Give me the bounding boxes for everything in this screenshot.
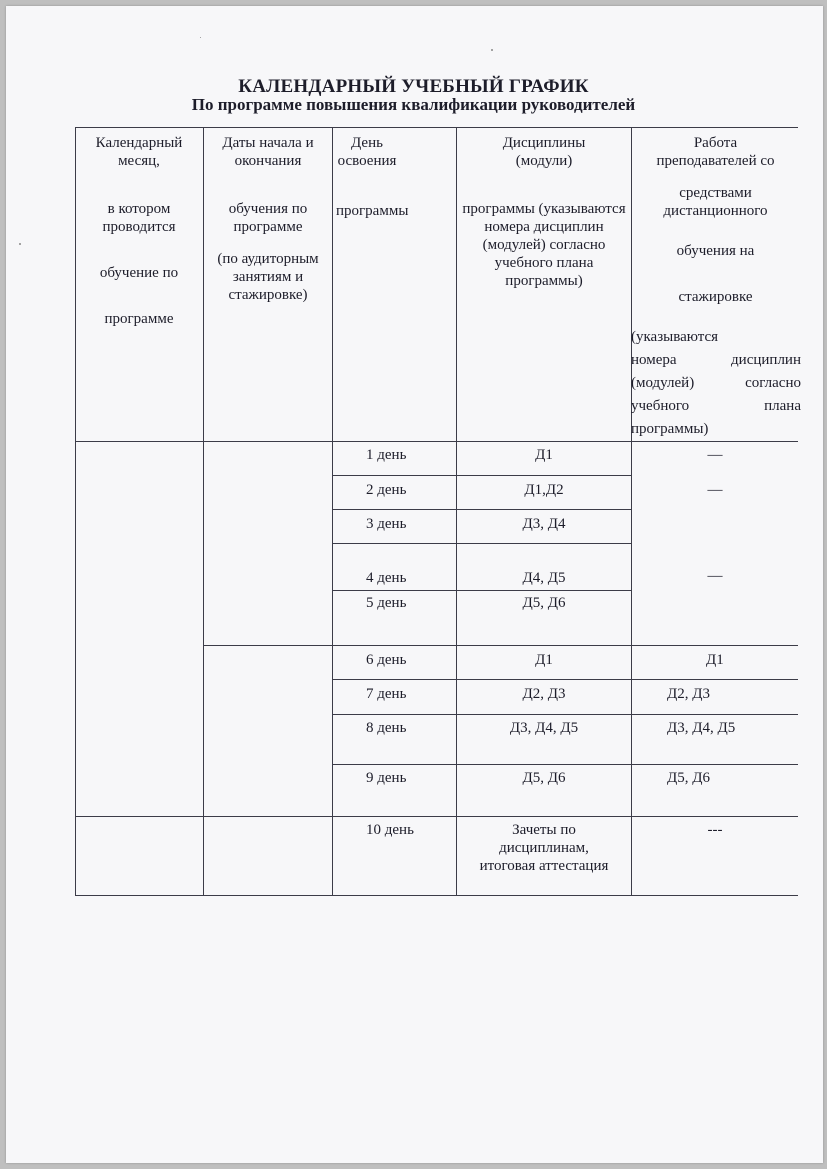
header-month-line: программе (104, 311, 174, 327)
header-remote-line: учебного плана (631, 398, 801, 414)
table-row-day: 9 день (366, 770, 407, 786)
table-row-remote: Д3, Д4, Д5 (667, 720, 736, 736)
header-remote-line: обучения на (676, 243, 755, 259)
table-row-day: 1 день (366, 447, 407, 463)
row-divider (332, 543, 631, 544)
table-row-remote: — (707, 568, 723, 584)
table-row-disciplines: Д5, Д6 (522, 770, 566, 786)
table-row-day: 3 день (366, 516, 407, 532)
table-row-remote: --- (707, 822, 723, 838)
table-row-remote: Д5, Д6 (667, 770, 710, 786)
table-row-disciplines: Д4, Д5 (522, 570, 566, 586)
header-disciplines-line: программы (указываются номера дисциплин (модулей) согласно учебного плана программы) (462, 201, 626, 289)
column-border (456, 127, 457, 896)
header-remote-line: средствами дистанционного (663, 185, 768, 219)
header-remote-line: (модулей) согласно (631, 375, 801, 391)
scan-speck (491, 49, 493, 51)
document-title: КАЛЕНДАРНЫЙ УЧЕБНЫЙ ГРАФИК (238, 76, 589, 97)
table-row-day: 6 день (366, 652, 407, 668)
column-border (332, 127, 333, 896)
table-row-disciplines: Д5, Д6 (522, 595, 566, 611)
table-row-day: 7 день (366, 686, 407, 702)
header-bottom-border (75, 441, 798, 442)
header-remote-line: номера дисциплин (631, 352, 801, 368)
table-row-disciplines: Д1,Д2 (524, 482, 564, 498)
row-divider (75, 816, 798, 817)
table-row-remote: — (707, 447, 723, 463)
header-day-line: День освоения (337, 135, 397, 169)
scan-speck (19, 243, 21, 245)
row-divider (332, 764, 798, 765)
header-month-line: Календарный месяц, (95, 135, 183, 169)
header-remote-line: программы) (631, 421, 709, 437)
header-dates (205, 134, 331, 304)
header-disciplines-line: Дисциплины (модули) (502, 135, 586, 169)
table-row-disciplines: Д3, Д4 (522, 516, 566, 532)
header-disciplines (458, 134, 630, 290)
column-border (203, 127, 204, 896)
header-remote-line: стажировке (678, 289, 753, 305)
table-bottom-border (75, 895, 798, 896)
table-top-border (75, 127, 798, 128)
scan-speck (200, 37, 201, 38)
table-row-disciplines: Д1 (535, 447, 553, 463)
table-row-day: 4 день (366, 570, 407, 586)
table-row-day: 8 день (366, 720, 407, 736)
row-divider (332, 714, 798, 715)
document-subtitle: По программе повышения квалификации руководителей (191, 95, 636, 114)
table-row-day: 2 день (366, 482, 407, 498)
header-day (336, 134, 398, 170)
header-month-line: обучение по (99, 265, 179, 281)
header-remote (633, 134, 798, 306)
row-divider (332, 475, 631, 476)
table-row-disciplines: Д3, Д4, Д5 (509, 720, 579, 736)
row-divider (332, 509, 631, 510)
row-divider (332, 590, 631, 591)
header-dates-line: (по аудиторным занятиям и стажировке) (217, 251, 319, 303)
table-row-remote: — (707, 482, 723, 498)
header-day-line: программы (336, 203, 409, 219)
header-remote-line: Работа преподавателей со (656, 135, 775, 169)
table-row-day: 5 день (366, 595, 407, 611)
table-row-day: 10 день (366, 822, 414, 838)
header-dates-line: Даты начала и окончания (222, 135, 314, 169)
header-remote-line: (указываются (631, 329, 719, 345)
header-month (77, 134, 201, 328)
table-row-remote: Д2, Д3 (667, 686, 710, 702)
header-dates-line: обучения по программе (228, 201, 308, 235)
table-row-disciplines: Зачеты по дисциплинам, итоговая аттестация (479, 822, 609, 874)
column-border (75, 127, 76, 896)
column-border (631, 127, 632, 896)
row-divider (203, 645, 798, 646)
row-divider (332, 679, 798, 680)
table-row-disciplines: Д1 (535, 652, 553, 668)
table-row-remote: Д1 (706, 652, 724, 668)
header-month-line: в котором проводится (102, 201, 176, 235)
table-row-disciplines: Д2, Д3 (522, 686, 566, 702)
